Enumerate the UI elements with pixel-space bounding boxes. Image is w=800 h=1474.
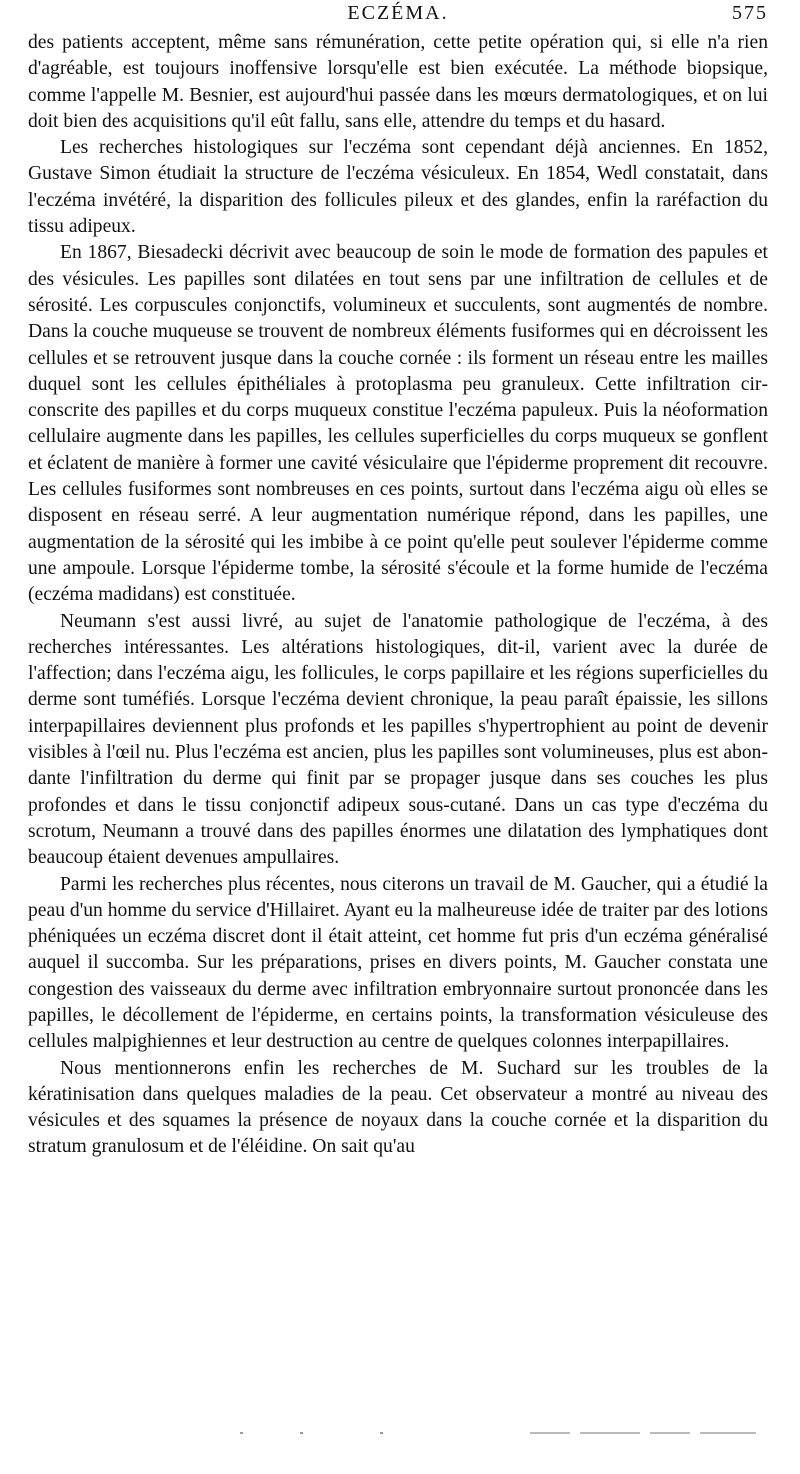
page-body <box>28 30 768 1161</box>
paragraph-gaucher: Parmi les recherches plus récentes, nous citerons un travail de M. Gaucher, qui a étudié la peau d'un homme du service d'Hillairet. Ayant eu la malheureuse idée de traiter par des lotions phéniquées un eczéma discret dont il était atteint, cet homme fut pris d'un eczéma généralisé auquel il succomba. Sur les préparations, prises en divers points, M. Gaucher constata une congestion des vaisseaux du derme avec infiltration embryonnaire surtout prononcée dans les papilles, le décollement de l'épiderme, en certains points, la transformation vésiculeuse des cellules malpighiennes et leur destruction au centre de quelques colonnes interpapillaires. <box>28 873 768 1053</box>
running-header <box>28 2 768 32</box>
paragraph-biesadecki: En 1867, Biesadecki décrivit avec beaucoup de soin le mode de formation des papules et des vésicules. Les papilles sont dilatées en tout sens par une infiltration de cellules et de sérosité. Les corpuscules conjonctifs, volumineux et succulents, sont augmentés de nombre. Dans la couche muqueuse se trouvent de nombreux éléments fusiformes qui en décroissent les cellules et se retrouvent jusque dans la couche cornée : ils forment un réseau entre les mailles duquel sont les cellules épithéliales à protoplasma peu granuleux. Cette infiltration circonscrite des papilles et du corps muqueux constitue l'eczéma papuleux. Puis la néoformation cellulaire augmente dans les papilles, les cellules superficielles du corps muqueux se gonflent et éclatent de manière à former une cavité vésiculaire que l'épiderme proprement dit recouvre. Les cellules fusiformes sont nombreuses en ces points, surtout dans l'eczéma aigu où elles se disposent en réseau serré. A leur augmentation numérique répond, dans les papilles, une augmentation de la sérosité qui les imbibe à ce point qu'elle peut soulever l'épiderme comme une ampoule. Lorsque l'épiderme tombe, la sérosité s'écoule et la forme humide de l'eczéma (eczéma madidans) est constituée. <box>28 242 768 606</box>
paragraph-neumann: Neumann s'est aussi livré, au sujet de l'anatomie pathologique de l'eczéma, à des recherches intéressantes. Les altérations histologiques, dit-il, varient avec la durée de l'affection; dans l'eczéma aigu, les follicules, le corps papillaire et les régions superficielles du derme sont tuméfiés. Lorsque l'eczéma devient chronique, la peau paraît épaissie, les sillons interpapillaires deviennent plus profonds et les papilles s'hypertrophient au point de devenir visibles à l'œil nu. Plus l'eczéma est ancien, plus les papilles sont volumineuses, plus est abondante l'infiltration du derme qui finit par se propager jusque dans ses couches les plus profondes et dans le tissu conjonctif adipeux sous-cutané. Dans un cas type d'eczéma du scrotum, Neumann a trouvé dans des papilles énormes une dilatation des lymphatiques dont beaucoup étaient devenues ampullaires. <box>28 610 768 869</box>
paragraph-continuation: des patients acceptent, même sans rémunération, cette petite opération qui, si elle n'a rien d'agréable, est toujours inoffensive lorsqu'elle est bien exécutée. La méthode biopsique, comme l'appelle M. Besnier, est aujourd'hui passée dans les mœurs dermatologiques, et on lui doit bien des acquisitions qu'il eût fallu, sans elle, attendre du temps et du hasard. <box>28 32 768 132</box>
bleed-through-marks <box>240 1428 760 1438</box>
running-title: ECZÉMA. <box>347 2 449 24</box>
paragraph-suchard: Nous mentionnerons enfin les recherches de M. Suchard sur les troubles de la kératinisation dans quelques maladies de la peau. Cet observateur a montré au niveau des vésicules et des squames la présence de noyaux dans la couche cornée et la disparition du stratum granulosum et de l'éléidine. On sait qu'au <box>28 1057 768 1158</box>
paragraph-early-research: Les recherches histologiques sur l'eczéma sont cependant déjà anciennes. En 1852, Gustave Simon étudiait la structure de l'eczéma vésiculeux. En 1854, Wedl constatait, dans l'eczéma invétéré, la disparition des follicules pileux et des glandes, enfin la raréfaction du tissu adipeux. <box>28 137 768 238</box>
page-number: 575 <box>732 2 768 24</box>
